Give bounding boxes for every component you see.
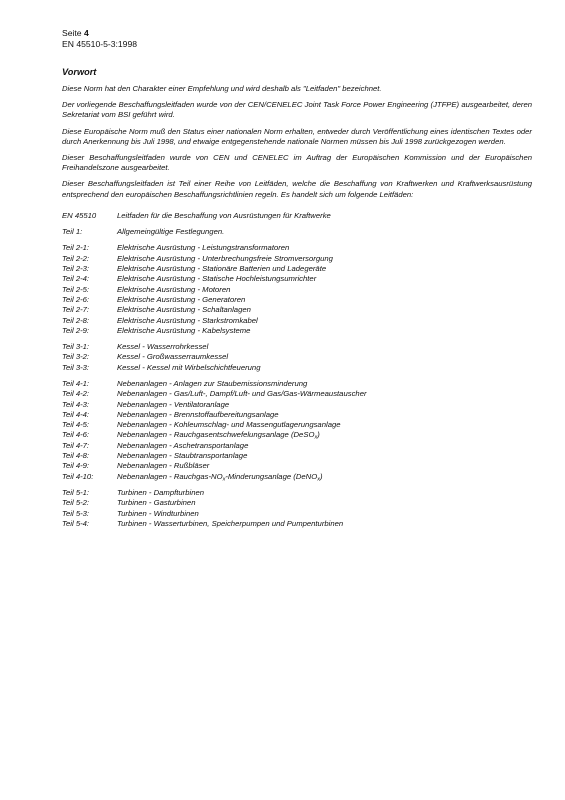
part-number: Teil 4-9: bbox=[62, 461, 90, 471]
page-label: Seite bbox=[62, 28, 82, 38]
list-item bbox=[62, 461, 532, 471]
list-item bbox=[62, 352, 532, 362]
part-number: Teil 2-4: bbox=[62, 274, 90, 284]
document-page bbox=[62, 28, 532, 529]
list-item bbox=[62, 509, 532, 519]
part-title: Nebenanlagen - Kohleumschlag- und Massengutlagerungsanlage bbox=[117, 420, 341, 430]
part-number: Teil 4-2: bbox=[62, 389, 90, 399]
part-title: Allgemeingültige Festlegungen. bbox=[117, 227, 225, 237]
part-title: Nebenanlagen - Ventilatoranlage bbox=[117, 399, 230, 409]
series-title: Leitfaden für die Beschaffung von Ausrüstungen für Kraftwerke bbox=[117, 210, 331, 220]
list-item bbox=[62, 264, 532, 274]
part-number: Teil 5-2: bbox=[62, 498, 90, 508]
part-title: Elektrische Ausrüstung - Schaltanlagen bbox=[117, 305, 251, 315]
list-item bbox=[62, 227, 532, 237]
list-item bbox=[62, 420, 532, 430]
guide-group bbox=[62, 243, 532, 336]
part-number: Teil 5-1: bbox=[62, 487, 90, 497]
list-item bbox=[62, 389, 532, 399]
part-title: Nebenanlagen - Rauchgasentschwefelungsanlage (DeSO$_x$) bbox=[117, 430, 320, 441]
part-number: Teil 3-1: bbox=[62, 342, 90, 352]
part-title: Turbinen - Gasturbinen bbox=[117, 498, 196, 508]
part-title: Elektrische Ausrüstung - Motoren bbox=[117, 284, 231, 294]
part-number: Teil 4-7: bbox=[62, 440, 90, 450]
part-title: Nebenanlagen - Rußbläser bbox=[117, 461, 210, 471]
part-title: Elektrische Ausrüstung - Stationäre Batterien und Ladegeräte bbox=[117, 264, 327, 274]
list-item bbox=[62, 363, 532, 373]
document-id: EN 45510-5-3:1998 bbox=[62, 39, 138, 49]
part-number: Teil 2-9: bbox=[62, 325, 90, 335]
list-item bbox=[62, 274, 532, 284]
list-item bbox=[62, 379, 532, 389]
page-number: 4 bbox=[83, 28, 89, 38]
part-title: Nebenanlagen - Staubtransportanlage bbox=[117, 451, 248, 461]
part-number: Teil 1: bbox=[62, 227, 83, 237]
part-title: Turbinen - Wasserturbinen, Speicherpumpen und Pumpenturbinen bbox=[117, 518, 344, 528]
part-number: Teil 2-8: bbox=[62, 315, 90, 325]
part-number: Teil 4-1: bbox=[62, 378, 90, 388]
part-title: Turbinen - Dampfturbinen bbox=[117, 487, 205, 497]
list-item bbox=[62, 295, 532, 305]
guide-group bbox=[62, 488, 532, 529]
page-number-line bbox=[62, 28, 532, 39]
list-item bbox=[62, 519, 532, 529]
part-title: Nebenanlagen - Brennstoffaufbereitungsanlage bbox=[117, 409, 279, 419]
list-item bbox=[62, 305, 532, 315]
part-title: Kessel - Kessel mit Wirbelschichtfeuerung bbox=[117, 362, 261, 372]
list-item bbox=[62, 326, 532, 336]
part-number: Teil 5-4: bbox=[62, 518, 90, 528]
list-item bbox=[62, 451, 532, 461]
part-title: Elektrische Ausrüstung - Leistungstransformatoren bbox=[117, 243, 290, 253]
list-item bbox=[62, 488, 532, 498]
series-row bbox=[62, 211, 532, 221]
list-item bbox=[62, 243, 532, 253]
part-number: Teil 4-3: bbox=[62, 399, 90, 409]
paragraph: Dieser Beschaffungsleitfaden ist Teil einer Reihe von Leitfäden, welche die Beschaffung von Kraftwerken und Kraftwerksausrüstung entsprechend den europäischen Beschaffungsrichtlinien regeln. Es handelt sich um folgende Leitfäden: bbox=[62, 179, 532, 199]
list-item bbox=[62, 472, 532, 482]
guide-group bbox=[62, 379, 532, 482]
paragraph: Diese Norm hat den Charakter einer Empfehlung und wird deshalb als "Leitfaden" bezeichnet. bbox=[62, 84, 382, 93]
part-title: Elektrische Ausrüstung - Generatoren bbox=[117, 294, 246, 304]
list-item bbox=[62, 400, 532, 410]
part-number: Teil 4-4: bbox=[62, 409, 90, 419]
part-number: Teil 3-2: bbox=[62, 352, 90, 362]
list-item bbox=[62, 342, 532, 352]
part-number: Teil 3-3: bbox=[62, 362, 90, 372]
guide-list bbox=[62, 211, 532, 529]
list-item bbox=[62, 498, 532, 508]
part-title: Kessel - Großwasserraumkessel bbox=[117, 352, 229, 362]
part-number: Teil 4-6: bbox=[62, 430, 90, 440]
list-item bbox=[62, 285, 532, 295]
part-title: Kessel - Wasserrohrkessel bbox=[117, 342, 209, 352]
part-title: Nebenanlagen - Aschetransportanlage bbox=[117, 440, 249, 450]
guide-group bbox=[62, 227, 532, 237]
part-number: Teil 5-3: bbox=[62, 508, 90, 518]
part-number: Teil 2-6: bbox=[62, 294, 90, 304]
part-number: Teil 4-10: bbox=[62, 471, 94, 481]
part-title: Elektrische Ausrüstung - Statische Hochleistungsumrichter bbox=[117, 274, 317, 284]
paragraph: Dieser Beschaffungsleitfaden wurde von CEN und CENELEC im Auftrag der Europäischen Kommission und der Europäischen Freihandelszone ausgearbeitet. bbox=[62, 153, 532, 173]
part-title: Elektrische Ausrüstung - Starkstromkabel bbox=[117, 315, 258, 325]
list-item bbox=[62, 410, 532, 420]
part-title: Nebenanlagen - Anlagen zur Staubemissionsminderung bbox=[117, 378, 308, 388]
page-header bbox=[62, 28, 532, 50]
part-number: Teil 2-7: bbox=[62, 305, 90, 315]
part-number: Teil 4-8: bbox=[62, 451, 90, 461]
list-item bbox=[62, 254, 532, 264]
part-title: Nebenanlagen - Gas/Luft-, Dampf/Luft- und Gas/Gas-Wärmeaustauscher bbox=[117, 389, 367, 399]
paragraph: Der vorliegende Beschaffungsleitfaden wurde von der CEN/CENELEC Joint Task Force Power Engineering (JTFPE) ausgearbeitet, deren Sekretariat vom BSI geführt wird. bbox=[62, 100, 532, 120]
part-number: Teil 4-5: bbox=[62, 420, 90, 430]
part-number: Teil 2-3: bbox=[62, 264, 90, 274]
list-item bbox=[62, 441, 532, 451]
paragraph: Diese Europäische Norm muß den Status einer nationalen Norm erhalten, entweder durch Veröffentlichung eines identischen Textes oder durch Anerkennung bis Juli 1998, und etwaige entgegenstehende nationale Normen müssen bis Juli 1998 zurückgezogen werden. bbox=[62, 126, 532, 146]
guide-group bbox=[62, 342, 532, 373]
part-title: Elektrische Ausrüstung - Unterbrechungsfreie Stromversorgung bbox=[117, 253, 333, 263]
part-number: Teil 2-5: bbox=[62, 284, 90, 294]
list-item bbox=[62, 430, 532, 440]
part-title: Turbinen - Windturbinen bbox=[117, 508, 199, 518]
series-code: EN 45510 bbox=[62, 210, 97, 220]
part-number: Teil 2-2: bbox=[62, 253, 90, 263]
section-title: Vorwort bbox=[62, 67, 97, 77]
part-title: Nebenanlagen - Rauchgas-$NO_x$-Minderungsanlage (DeNO$_x$) bbox=[117, 471, 323, 483]
guide-groups bbox=[62, 227, 532, 529]
list-item bbox=[62, 316, 532, 326]
part-number: Teil 2-1: bbox=[62, 243, 90, 253]
part-title: Elektrische Ausrüstung - Kabelsysteme bbox=[117, 325, 251, 335]
